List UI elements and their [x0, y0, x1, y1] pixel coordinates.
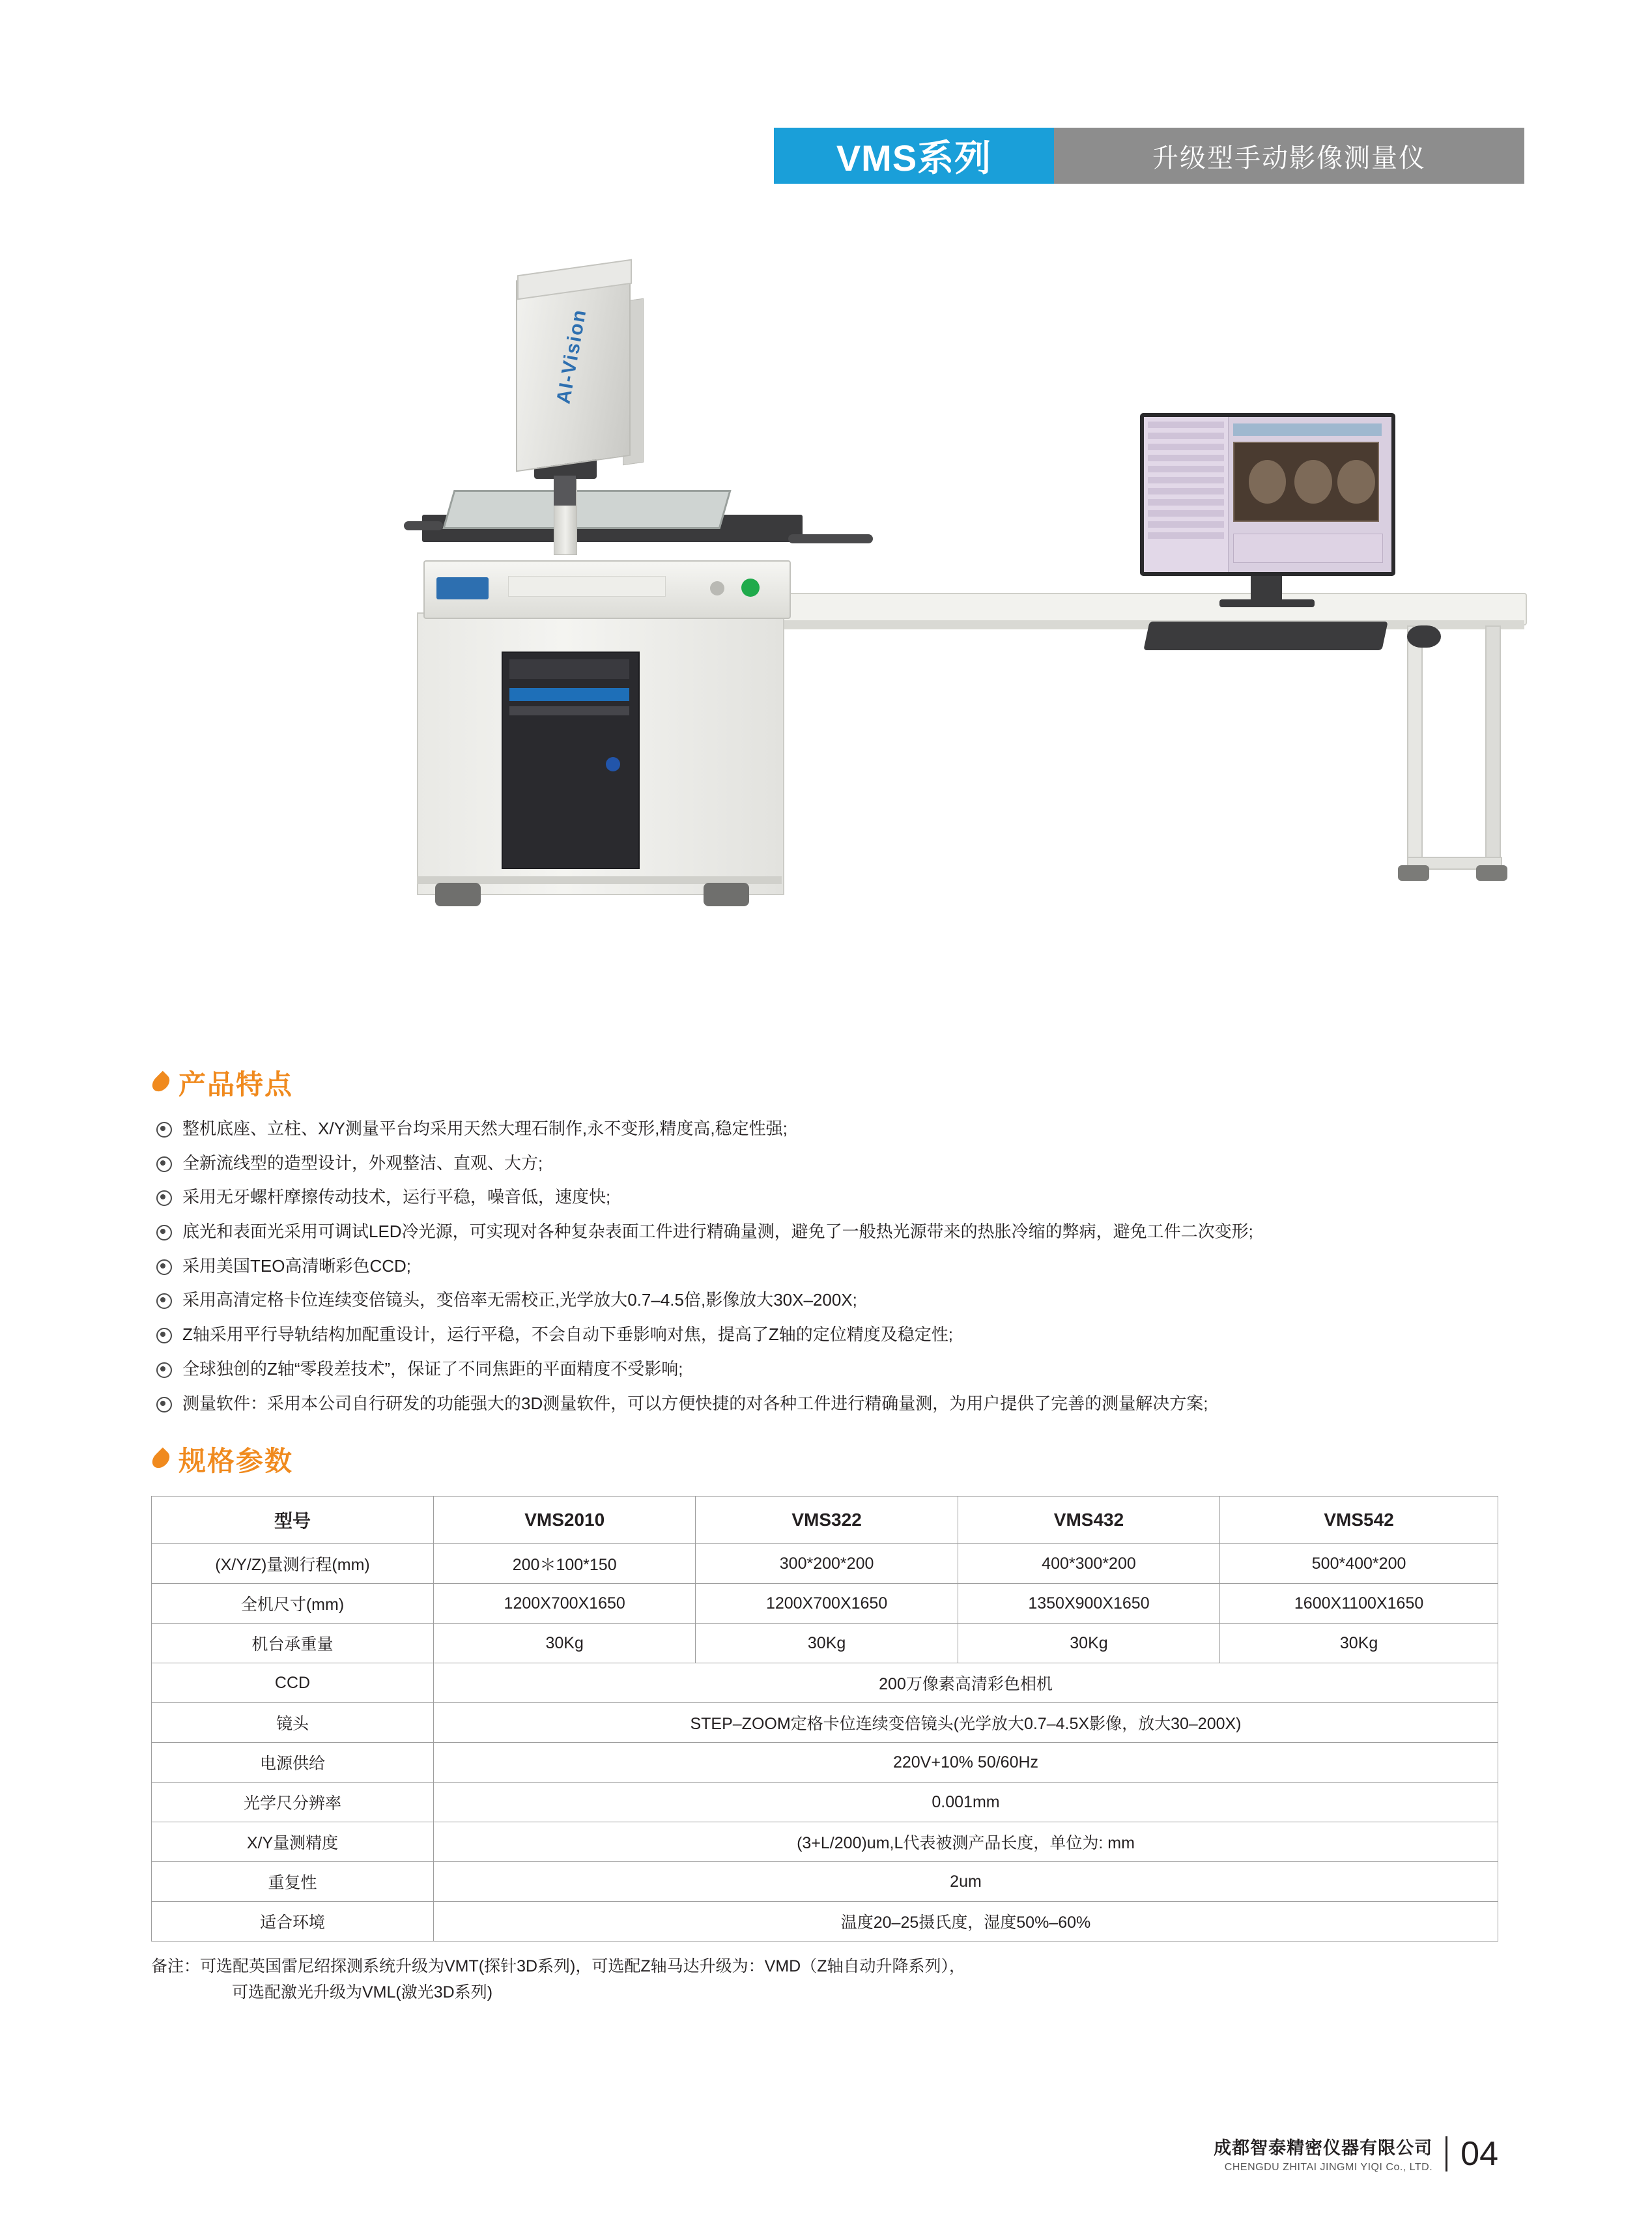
- machine-brand-badge: [436, 577, 489, 599]
- table-cell: 300*200*200: [696, 1544, 958, 1584]
- list-item: [0, 1220, 1652, 1244]
- page-footer: [1214, 2134, 1498, 2173]
- table-cell: 30Kg: [958, 1624, 1219, 1663]
- table-cell: 1200X700X1650: [434, 1584, 696, 1624]
- feature-text: 采用美国TEO高清晰彩色CCD;: [182, 1255, 412, 1276]
- monitor-base: [1219, 599, 1315, 607]
- note-line-2: 可选配激光升级为VML(激光3D系列): [232, 1983, 493, 2001]
- feature-text: 采用无牙螺杆摩擦传动技术，运行平稳，噪音低，速度快;: [182, 1187, 611, 1207]
- header-series-title: VMS系列: [836, 137, 992, 179]
- pc-optical-drive: [509, 659, 629, 679]
- feature-text: Z轴采用平行导轨结构加配重设计，运行平稳，不会自动下垂影响对焦，提高了Z轴的定位精度及稳定性;: [182, 1325, 953, 1345]
- droplet-icon: [149, 1071, 173, 1095]
- software-sidebar: [1144, 417, 1229, 572]
- bullet-icon: [156, 1190, 172, 1206]
- specs-heading: [0, 1440, 1652, 1479]
- desk-foot-left: [1398, 865, 1429, 881]
- mouse: [1407, 625, 1441, 648]
- list-item: [0, 1288, 1652, 1313]
- specs-title: 规格参数: [178, 1446, 294, 1476]
- table-cell: 200＊100*150: [434, 1544, 696, 1584]
- table-cell: STEP–ZOOM定格卡位连续变倍镜头(光学放大0.7–4.5X影像，放大30–200X): [434, 1703, 1498, 1743]
- header-banner: [774, 128, 1524, 184]
- machine-power-button: [741, 579, 760, 597]
- bullet-icon: [156, 1328, 172, 1343]
- row-label: 机台承重量: [152, 1624, 434, 1663]
- list-item: [0, 1392, 1652, 1416]
- table-cell: 30Kg: [696, 1624, 958, 1663]
- column-header: 型号: [152, 1497, 434, 1544]
- table-cell: 温度20–25摄氏度，湿度50%–60%: [434, 1902, 1498, 1942]
- table-row: [152, 1544, 1498, 1584]
- column-header: VMS2010: [434, 1497, 696, 1544]
- table-row: [152, 1822, 1498, 1862]
- header-series-block: [774, 128, 1054, 184]
- row-label: 光学尺分辨率: [152, 1783, 434, 1822]
- features-section: [0, 1063, 1652, 1426]
- desk-leg-back: [1485, 625, 1501, 869]
- column-header: VMS542: [1220, 1497, 1498, 1544]
- keyboard: [1143, 622, 1388, 650]
- specifications-table: [151, 1496, 1498, 1942]
- stage-knob-right: [788, 534, 873, 543]
- table-cell: 2um: [434, 1862, 1498, 1902]
- table-row: [152, 1862, 1498, 1902]
- page-number: 04: [1460, 2134, 1498, 2173]
- header-subtitle: 升级型手动影像测量仪: [1152, 143, 1426, 173]
- pc-bay: [509, 706, 629, 715]
- features-title: 产品特点: [178, 1069, 294, 1100]
- desk-edge: [691, 620, 1524, 629]
- table-row: [152, 1663, 1498, 1703]
- company-name-en: CHENGDU ZHITAI JINGMI YIQI Co., LTD.: [1224, 2162, 1433, 2173]
- bullet-icon: [156, 1293, 172, 1309]
- list-item: [0, 1357, 1652, 1382]
- table-header-row: [152, 1497, 1498, 1544]
- column-header: VMS322: [696, 1497, 958, 1544]
- row-label: 重复性: [152, 1862, 434, 1902]
- row-label: 电源供给: [152, 1743, 434, 1783]
- desk-leg-front: [1407, 625, 1423, 869]
- list-item: [0, 1323, 1652, 1347]
- row-label: 全机尺寸(mm): [152, 1584, 434, 1624]
- table-cell: 1600X1100X1650: [1220, 1584, 1498, 1624]
- zoom-lens: [554, 476, 576, 506]
- stage-knob-left: [404, 521, 443, 530]
- feature-text: 测量软件：采用本公司自行研发的功能强大的3D测量软件，可以方便快捷的对各种工件进行精确量测，为用户提供了完善的测量解决方案;: [182, 1393, 1208, 1413]
- cabinet-foot-left: [435, 883, 481, 906]
- row-label: CCD: [152, 1663, 434, 1703]
- product-photo: [339, 195, 1355, 977]
- table-cell: 200万像素高清彩色相机: [434, 1663, 1498, 1703]
- table-row: [152, 1624, 1498, 1663]
- bullet-icon: [156, 1225, 172, 1240]
- list-item: [0, 1117, 1652, 1141]
- row-label: (X/Y/Z)量测行程(mm): [152, 1544, 434, 1584]
- table-row: [152, 1584, 1498, 1624]
- software-results-panel: [1233, 534, 1383, 563]
- machine-logo: AI-Vision: [552, 307, 591, 406]
- bullet-icon: [156, 1362, 172, 1378]
- table-row: [152, 1783, 1498, 1822]
- monitor-screen: [1144, 417, 1391, 572]
- company-name-cn: 成都智泰精密仪器有限公司: [1214, 2138, 1433, 2158]
- feature-text: 全球独创的Z轴“零段差技术”，保证了不同焦距的平面精度不受影响;: [182, 1358, 683, 1379]
- machine-gray-button: [710, 581, 724, 595]
- table-row: [152, 1743, 1498, 1783]
- pc-power-button: [606, 757, 620, 771]
- table-cell: 400*300*200: [958, 1544, 1219, 1584]
- table-row: [152, 1902, 1498, 1942]
- table-cell: 30Kg: [434, 1624, 696, 1663]
- feature-text: 全新流线型的造型设计，外观整洁、直观、大方;: [182, 1153, 543, 1173]
- table-cell: 500*400*200: [1220, 1544, 1498, 1584]
- software-image-view: [1233, 442, 1379, 522]
- features-heading: [0, 1063, 1652, 1102]
- company-block: [1214, 2134, 1432, 2173]
- cabinet-foot-right: [704, 883, 749, 906]
- feature-text: 底光和表面光采用可调试LED冷光源，可实现对各种复杂表面工件进行精确量测，避免了一般热光源带来的热胀冷缩的弊病，避免工件二次变形;: [182, 1222, 1253, 1242]
- table-row: [152, 1703, 1498, 1743]
- table-cell: 0.001mm: [434, 1783, 1498, 1822]
- bullet-icon: [156, 1259, 172, 1275]
- list-item: [0, 1151, 1652, 1176]
- feature-text: 采用高清定格卡位连续变倍镜头，变倍率无需校正,光学放大0.7–4.5倍,影像放大30X–200X;: [182, 1290, 857, 1310]
- table-cell: (3+L/200)um,L代表被测产品长度，单位为: mm: [434, 1822, 1498, 1862]
- machine-model-label: [508, 576, 666, 597]
- note-line-1: 备注：可选配英国雷尼绍探测系统升级为VMT(探针3D系列)，可选配Z轴马达升级为：VMD（Z轴自动升降系列），: [151, 1957, 965, 1975]
- header-subtitle-block: [1054, 128, 1524, 184]
- row-label: 镜头: [152, 1703, 434, 1743]
- feature-text: 整机底座、立柱、X/Y测量平台均采用天然大理石制作,永不变形,精度高,稳定性强;: [182, 1119, 788, 1138]
- column-header: VMS432: [958, 1497, 1219, 1544]
- droplet-icon: [149, 1448, 173, 1472]
- table-cell: 220V+10% 50/60Hz: [434, 1743, 1498, 1783]
- row-label: 适合环境: [152, 1902, 434, 1942]
- table-cell: 1200X700X1650: [696, 1584, 958, 1624]
- table-cell: 1350X900X1650: [958, 1584, 1219, 1624]
- specifications-section: [0, 1440, 1652, 2005]
- monitor: [1140, 413, 1395, 576]
- table-cell: 30Kg: [1220, 1624, 1498, 1663]
- bullet-icon: [156, 1397, 172, 1412]
- bullet-icon: [156, 1156, 172, 1172]
- row-label: X/Y量测精度: [152, 1822, 434, 1862]
- list-item: [0, 1185, 1652, 1210]
- list-item: [0, 1254, 1652, 1279]
- footer-divider: [1445, 2136, 1447, 2172]
- features-list: [0, 1117, 1652, 1416]
- bullet-icon: [156, 1122, 172, 1138]
- software-toolbar: [1233, 423, 1382, 436]
- desk-foot-right: [1476, 865, 1507, 881]
- specs-note: [151, 1953, 1652, 2005]
- pc-front-panel: [509, 688, 629, 701]
- stage-glass-plate: [442, 490, 731, 529]
- monitor-stand: [1251, 576, 1282, 602]
